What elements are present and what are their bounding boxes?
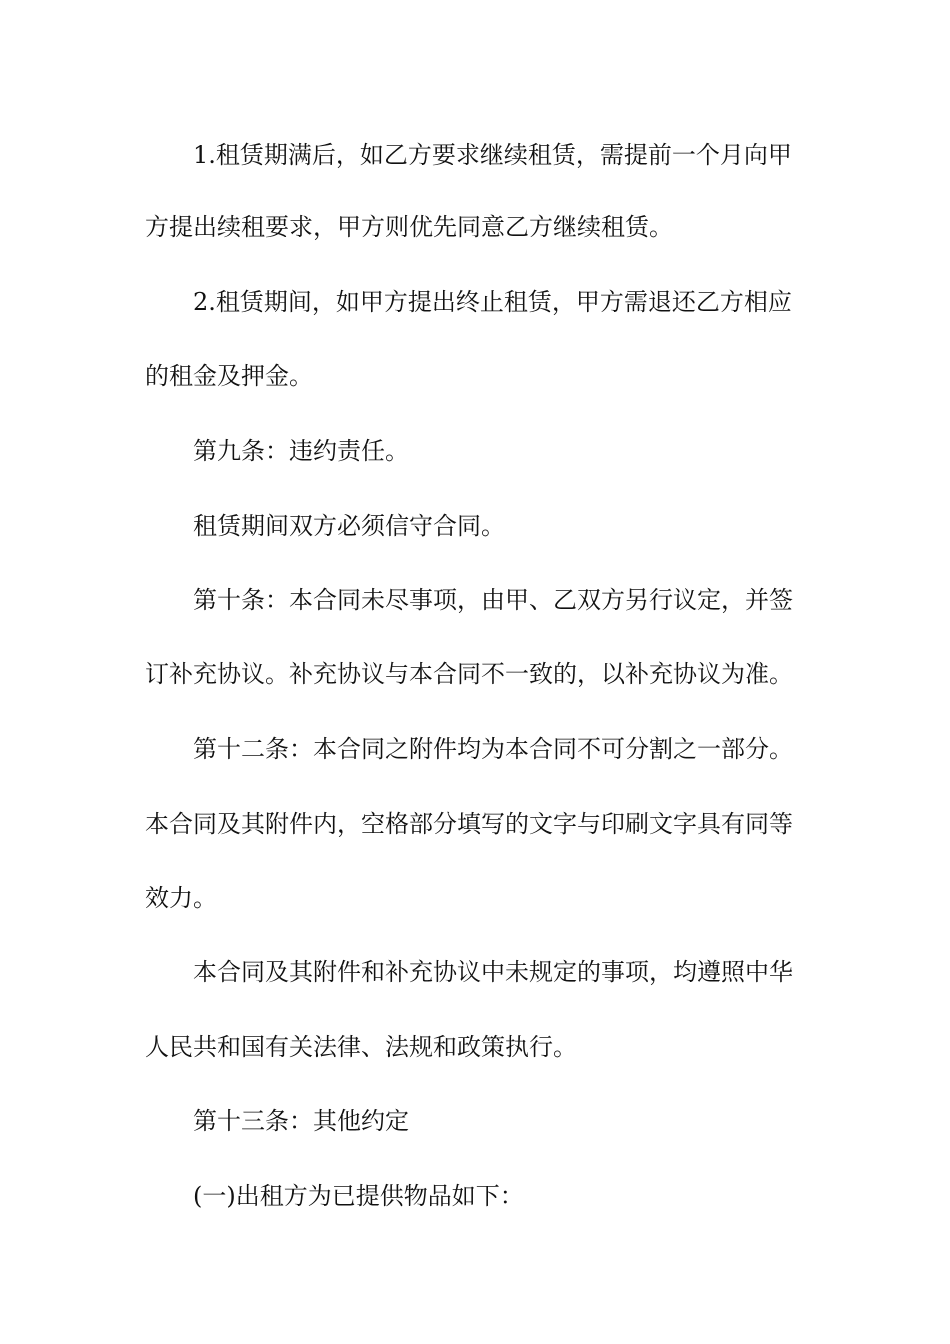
paragraph-line: 第十二条：本合同之附件均为本合同不可分割之一部分。 [193,735,793,763]
article-heading: 第十三条：其他约定 [193,1107,409,1135]
paragraph-line: 订补充协议。补充协议与本合同不一致的，以补充协议为准。 [145,660,793,688]
paragraph-line: 效力。 [145,884,217,912]
paragraph-line: 本合同及其附件内，空格部分填写的文字与印刷文字具有同等 [145,810,793,838]
paragraph-line: 1.租赁期满后，如乙方要求继续租赁，需提前一个月向甲 [193,141,792,169]
paragraph-line: 人民共和国有关法律、法规和政策执行。 [145,1033,577,1061]
paragraph-line: 的租金及押金。 [145,362,313,390]
paragraph-line: 本合同及其附件和补充协议中未规定的事项，均遵照中华 [193,958,793,986]
paragraph-line: (一)出租方为已提供物品如下： [193,1182,524,1210]
article-heading: 第九条：违约责任。 [193,437,409,465]
paragraph-line: 第十条：本合同未尽事项，由甲、乙双方另行议定，并签 [193,586,793,614]
paragraph-line: 2.租赁期间，如甲方提出终止租赁，甲方需退还乙方相应 [193,288,792,316]
paragraph-line: 租赁期间双方必须信守合同。 [193,512,505,540]
paragraph-line: 方提出续租要求，甲方则优先同意乙方继续租赁。 [145,213,673,241]
